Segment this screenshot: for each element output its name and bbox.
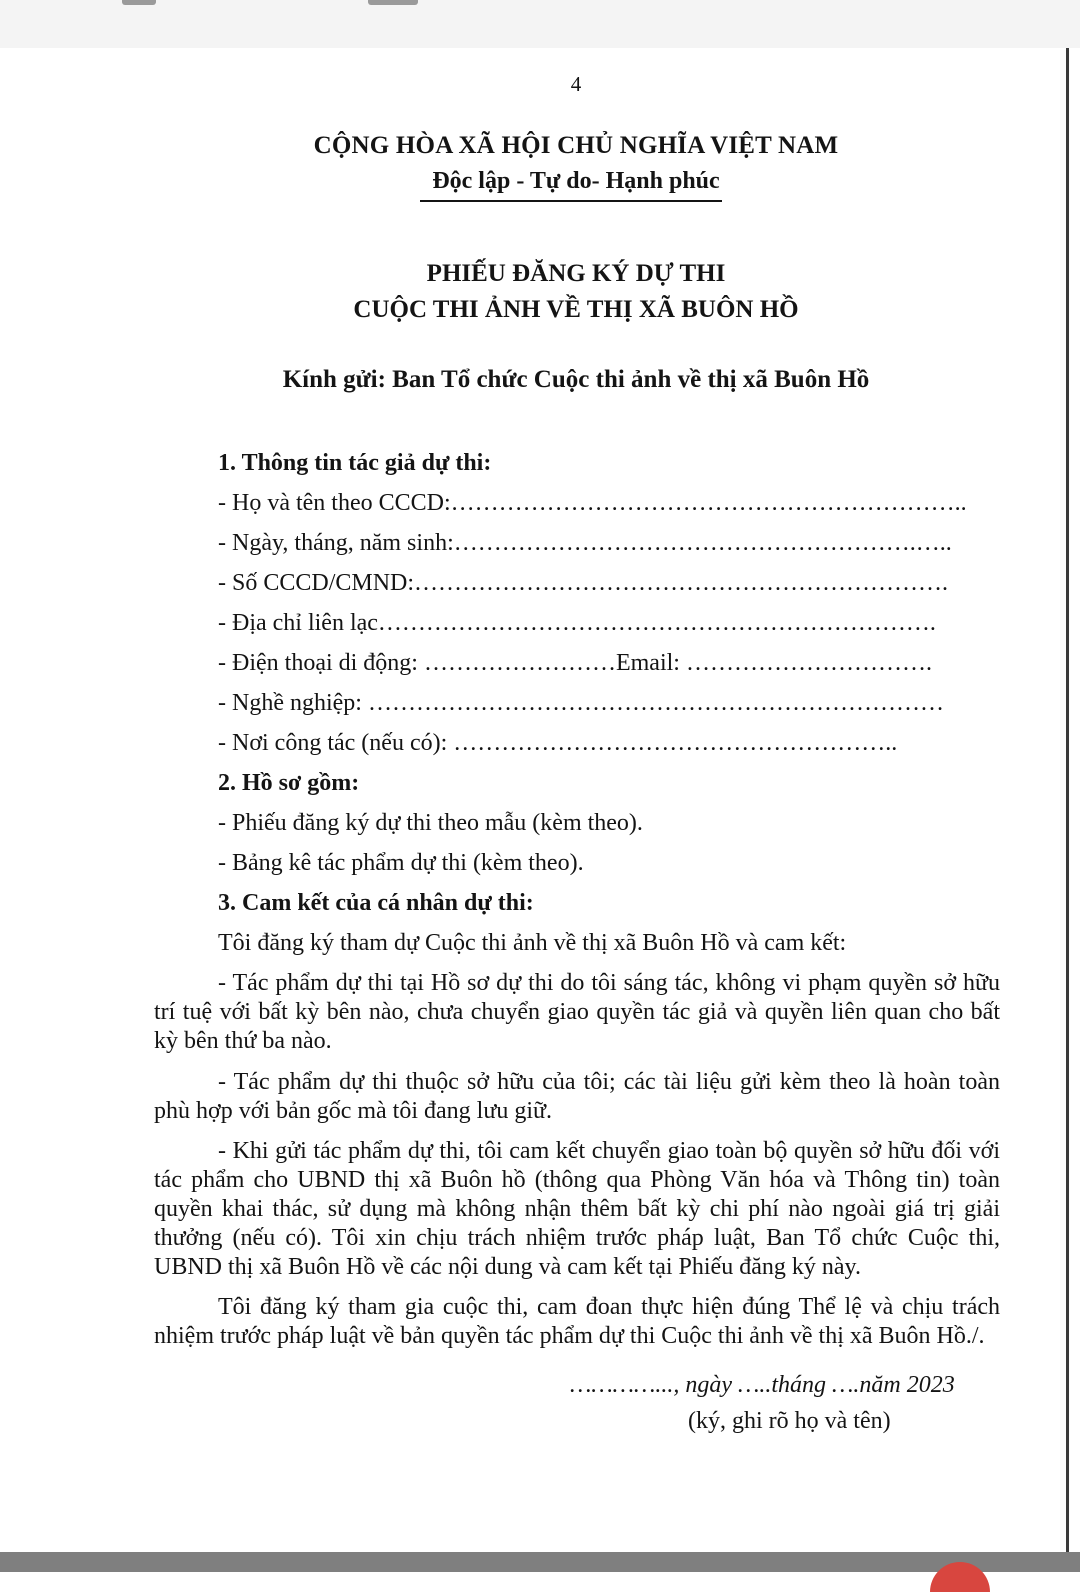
dossier-item: - Bảng kê tác phẩm dự thi (kèm theo).: [218, 850, 584, 876]
form-title: PHIẾU ĐĂNG KÝ DỰ THI: [426, 260, 726, 287]
commitment-paragraph: [154, 1068, 1000, 1126]
field-address: - Địa chỉ liên lạc…………………………………………………………….: [218, 610, 936, 636]
document-page: [0, 48, 1069, 1552]
section-3-heading: 3. Cam kết của cá nhân dự thi:: [218, 890, 534, 916]
national-motto: Độc lập - Tự do- Hạnh phúc: [432, 168, 720, 194]
commitment-text: - Tác phẩm dự thi thuộc sở hữu của tôi; các tài liệu gửi kèm theo là hoàn toàn phù hợp với bản gốc mà tôi đang lưu giữ.: [154, 1069, 1000, 1124]
section-1-heading: 1. Thông tin tác giả dự thi:: [218, 450, 492, 476]
section-2-heading: 2. Hồ sơ gồm:: [218, 770, 360, 796]
field-workplace: - Nơi công tác (nếu có): ………………………………………………..: [218, 730, 898, 756]
commitment-intro: Tôi đăng ký tham dự Cuộc thi ảnh về thị xã Buôn Hồ và cam kết:: [218, 930, 847, 956]
toolbar-tab-left[interactable]: [122, 0, 156, 5]
dossier-item: - Phiếu đăng ký dự thi theo mẫu (kèm theo).: [218, 810, 643, 836]
addressee: Kính gửi: Ban Tổ chức Cuộc thi ảnh về thị xã Buôn Hồ: [282, 366, 870, 393]
date-line: …………..., ngày …..tháng ….năm 2023: [570, 1372, 955, 1398]
motto-underline: [420, 200, 722, 202]
commitment-text: - Khi gửi tác phẩm dự thi, tôi cam kết chuyển giao toàn bộ quyền sở hữu đối với tác phẩm cho UBND thị xã Buôn hồ (thông qua Phòng Văn hóa và Thông tin) toàn quyền khai thác, sử dụng mà không nhận thêm bất kỳ chi phí nào ngoài giá trị giải thưởng (nếu có). Tôi xin chịu trách nhiệm trước pháp luật, Ban Tổ chức Cuộc thi, UBND thị xã Buôn Hồ về các nội dung và cam kết tại Phiếu đăng ký này.: [154, 1138, 1000, 1280]
field-date-of-birth: - Ngày, tháng, năm sinh:………………………………………………….…..: [218, 530, 952, 556]
field-full-name: - Họ và tên theo CCCD:………………………………………………………..: [218, 490, 967, 516]
closing-paragraph: [154, 1293, 1000, 1351]
commitment-paragraph: [154, 969, 1000, 1056]
signature-note: (ký, ghi rõ họ và tên): [688, 1408, 891, 1434]
field-occupation: - Nghề nghiệp: ………………………………………………………………: [218, 690, 944, 716]
field-phone-email: - Điện thoại di động: ……………………Email: ………………………….: [218, 650, 932, 676]
toolbar-tab-right[interactable]: [368, 0, 418, 5]
closing-text: Tôi đăng ký tham gia cuộc thi, cam đoan thực hiện đúng Thể lệ và chịu trách nhiệm trước pháp luật về bản quyền tác phẩm dự thi Cuộc thi ảnh về thị xã Buôn Hồ./.: [154, 1294, 1000, 1349]
commitment-text: - Tác phẩm dự thi tại Hồ sơ dự thi do tôi sáng tác, không vi phạm quyền sở hữu trí tuệ với bất kỳ bên nào, chưa chuyển giao quyền tác giả và quyền liên quan cho bất kỳ bên thứ ba nào.: [154, 970, 1000, 1054]
national-title: CỘNG HÒA XÃ HỘI CHỦ NGHĨA VIỆT NAM: [313, 132, 839, 159]
viewer-top-bar: [0, 0, 1080, 48]
page-number: 4: [570, 72, 582, 96]
viewer-bottom-bar: [0, 1552, 1080, 1572]
contest-title: CUỘC THI ẢNH VỀ THỊ XÃ BUÔN HỒ: [353, 296, 799, 323]
field-id-number: - Số CCCD/CMND:………………………………………………………….: [218, 570, 949, 596]
commitment-paragraph: [154, 1137, 1000, 1282]
